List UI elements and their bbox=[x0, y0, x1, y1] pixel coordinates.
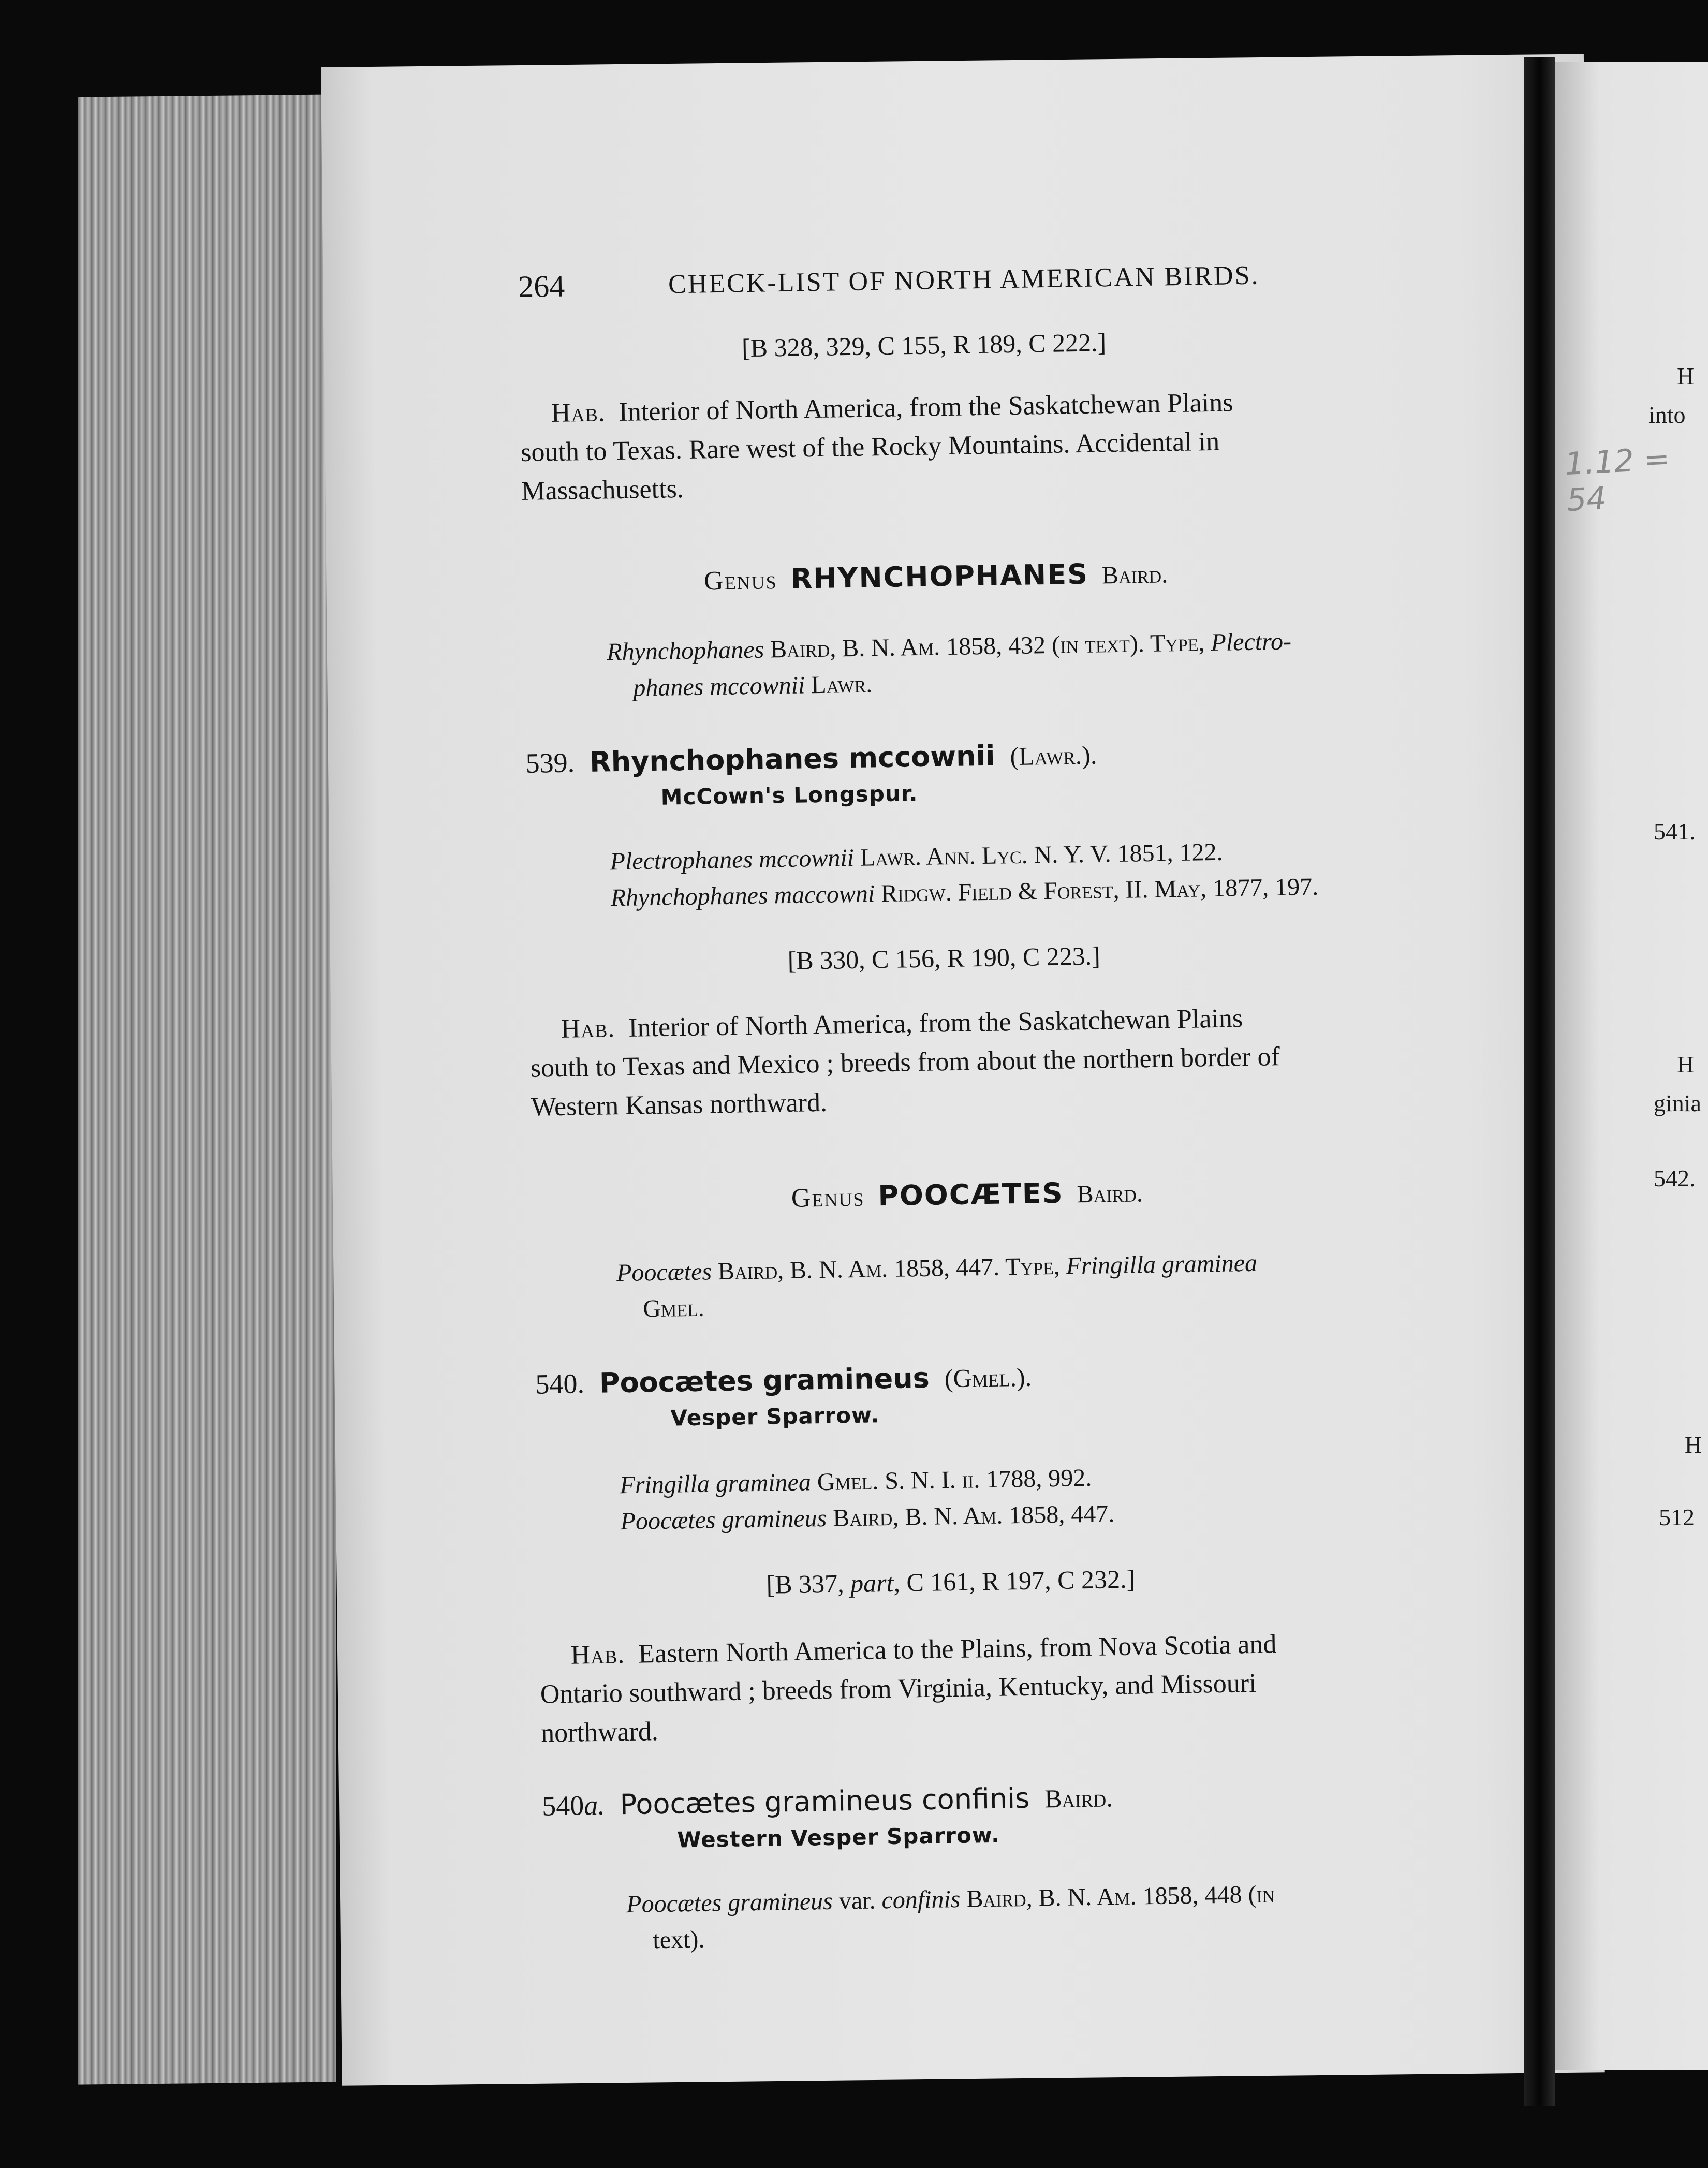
synonym-citation: Ridgw. Field & Forest, II. May, 1877, 197. bbox=[880, 873, 1319, 908]
habitat-line: Interior of North America, from the Saskatchewan Plains bbox=[628, 1004, 1243, 1043]
species-author: (Lawr.). bbox=[1010, 740, 1097, 771]
handwritten-note: 1.12 = 54 bbox=[1564, 440, 1671, 519]
reference-line: [B 328, 329, C 155, R 189, C 222.] bbox=[741, 328, 1107, 363]
synonym-text: var. bbox=[838, 1886, 876, 1915]
species-number-letter: a. bbox=[583, 1789, 606, 1821]
synonym-name: Poocætes gramineus bbox=[620, 1504, 827, 1536]
synonym-citation: Baird, B. N. Am. 1858, 447. Type, bbox=[717, 1252, 1061, 1286]
habitat-line: northward. bbox=[540, 1717, 659, 1748]
synonym-name: Fringilla graminea bbox=[1066, 1249, 1258, 1280]
habitat-label: Hab. bbox=[551, 397, 606, 429]
synonym-name: Rhynchophanes maccowni bbox=[610, 880, 875, 912]
habitat-line: south to Texas and Mexico ; breeds from about the northern border of bbox=[530, 1042, 1280, 1083]
habitat-line: Interior of North America, from the Saskatchewan Plains bbox=[619, 388, 1233, 427]
synonym-citation: Gmel. S. N. I. ii. 1788, 992. bbox=[817, 1464, 1092, 1496]
genus-label: Genus bbox=[791, 1182, 865, 1213]
common-name: Western Vesper Sparrow. bbox=[676, 1822, 1000, 1853]
book-gutter bbox=[1524, 57, 1555, 2106]
common-name: Vesper Sparrow. bbox=[670, 1402, 880, 1431]
synonym-name: Poocætes gramineus bbox=[626, 1887, 833, 1919]
running-head: CHECK-LIST OF NORTH AMERICAN BIRDS. bbox=[668, 260, 1260, 300]
page-number: 264 bbox=[518, 269, 565, 304]
genus-label: Genus bbox=[703, 565, 778, 596]
synonym-name: phanes mccownii bbox=[632, 671, 805, 702]
synonym-citation: Baird, B. N. Am. 1858, 447. bbox=[832, 1500, 1115, 1532]
habitat-label: Hab. bbox=[561, 1013, 615, 1044]
genus-author: Baird. bbox=[1077, 1179, 1143, 1208]
species-name: Poocætes gramineus confinis bbox=[620, 1781, 1030, 1821]
reference-text: C 161, R 197, C 232.] bbox=[906, 1564, 1136, 1597]
synonymy-line bbox=[633, 670, 873, 702]
synonym-name: confinis bbox=[881, 1885, 961, 1914]
right-fragment: 541. bbox=[1654, 818, 1696, 845]
species-number: 540. bbox=[535, 1368, 585, 1400]
synonym-citation: Lawr. bbox=[811, 670, 873, 699]
common-name: McCown's Longspur. bbox=[660, 780, 918, 810]
genus-name: POOCÆTES bbox=[877, 1176, 1064, 1213]
right-fragment: 512 bbox=[1659, 1504, 1695, 1530]
habitat-line: Eastern North America to the Plains, from Nova Scotia and bbox=[638, 1629, 1277, 1669]
habitat-line: Western Kansas northward. bbox=[531, 1087, 828, 1122]
genus-author: Baird. bbox=[1101, 561, 1168, 589]
book-page-edges bbox=[78, 94, 336, 2084]
synonym-citation: Gmel. bbox=[642, 1294, 705, 1323]
habitat-line: Massachusetts. bbox=[521, 474, 684, 506]
synonym-name: Plectrophanes mccownii bbox=[610, 844, 855, 876]
species-name: Poocætes gramineus bbox=[599, 1361, 930, 1399]
habitat-line: south to Texas. Rare west of the Rocky Mountains. Accidental in bbox=[520, 426, 1220, 467]
synonym-name: Plectro- bbox=[1211, 627, 1292, 657]
right-fragment: 542. bbox=[1654, 1165, 1696, 1191]
right-fragment: H bbox=[1677, 1051, 1695, 1078]
reference-line: [B 330, C 156, R 190, C 223.] bbox=[787, 941, 1101, 975]
reference-line bbox=[766, 1564, 1135, 1600]
right-fragment: ginia bbox=[1654, 1090, 1701, 1116]
genus-heading bbox=[791, 1175, 1143, 1214]
reference-text: part, bbox=[850, 1568, 901, 1598]
synonym-name: Poocætes bbox=[616, 1258, 712, 1287]
species-number: 540 bbox=[541, 1790, 584, 1822]
synonym-citation: text). bbox=[652, 1925, 705, 1954]
species-author: (Gmel.). bbox=[944, 1362, 1032, 1393]
genus-name: RHYNCHOPHANES bbox=[790, 557, 1089, 595]
species-name: Rhynchophanes mccownii bbox=[589, 739, 996, 778]
reference-text: [B 337, bbox=[766, 1569, 845, 1599]
synonym-name: Rhynchophanes bbox=[606, 636, 764, 666]
habitat-label: Hab. bbox=[570, 1640, 625, 1670]
habitat-line: Ontario southward ; breeds from Virginia, Kentucky, and Missouri bbox=[540, 1668, 1257, 1709]
right-fragment: into bbox=[1648, 402, 1686, 428]
right-fragment: H bbox=[1685, 1432, 1702, 1458]
synonym-citation: Baird, B. N. Am. 1858, 432 (in text). Type, bbox=[770, 629, 1205, 663]
species-author: Baird. bbox=[1044, 1783, 1113, 1813]
right-fragment: H bbox=[1677, 363, 1695, 389]
species-number: 539. bbox=[525, 747, 575, 779]
synonym-name: Fringilla graminea bbox=[620, 1468, 812, 1499]
synonym-citation: Lawr. Ann. Lyc. N. Y. V. 1851, 122. bbox=[860, 838, 1223, 872]
synonym-citation: Baird, B. N. Am. 1858, 448 (in bbox=[966, 1880, 1275, 1913]
